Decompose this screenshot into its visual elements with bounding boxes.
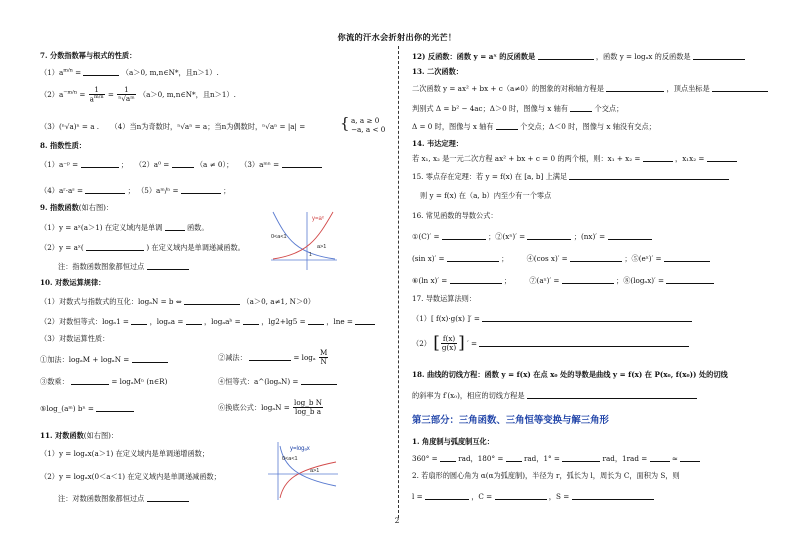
s8-row-2: （4）aʳ·aˢ = ； （5）aᵐ/ⁿ = ； [40, 186, 231, 195]
answer-blank[interactable] [562, 454, 600, 462]
answer-blank[interactable] [308, 317, 324, 325]
answer-blank[interactable] [181, 186, 221, 194]
curve-decreasing [280, 446, 336, 486]
section-16-title: 16. 常见函数的导数公式： [412, 211, 498, 220]
answer-blank[interactable] [249, 353, 291, 361]
section-18: 18. 曲线的切线方程：函数 y = f(x) 在点 x₀ 处的导数是曲线 y = f(x) 在 P(x₀, f(x₀)) 处的切线 [412, 370, 728, 379]
answer-blank[interactable] [707, 154, 737, 162]
s15-tail: 则 y = f(x) 在（a, b）内至少有一个零点 [420, 191, 552, 200]
s13-item-3: Δ = 0 时，图像与 x 轴有 个交点；Δ＜0 时，图像与 x 轴没有交点； [412, 122, 656, 131]
answer-blank[interactable] [447, 254, 499, 262]
answer-blank[interactable] [562, 276, 614, 284]
answer-blank[interactable] [450, 276, 502, 284]
trig-1-row: 360° = rad，180° = rad，1° = rad，1rad = ≈ [412, 454, 700, 463]
section-8-title: 8. 指数性质： [40, 141, 86, 150]
answer-blank[interactable] [482, 314, 692, 322]
answer-blank[interactable] [172, 160, 194, 168]
answer-blank[interactable] [83, 68, 119, 76]
answer-blank[interactable] [96, 404, 134, 412]
answer-blank[interactable] [71, 377, 109, 385]
answer-blank[interactable] [495, 492, 547, 500]
s10-pow: ⑤log_(aᵐ) bⁿ = [40, 404, 134, 413]
section-10-title: 10. 对数运算规律： [40, 278, 106, 287]
answer-blank[interactable] [442, 232, 486, 240]
answer-blank[interactable] [608, 232, 652, 240]
answer-blank[interactable] [680, 454, 700, 462]
answer-blank[interactable] [538, 52, 594, 60]
section-7-title: 7. 分数指数幂与根式的性质： [40, 51, 137, 60]
s16-row-3: ⑥(ln x)′ = ； ⑦(aˣ)′ = ；⑧(logₐx)′ = [412, 276, 714, 285]
answer-blank[interactable] [527, 391, 697, 399]
answer-blank[interactable] [650, 454, 670, 462]
page-title: 你流的汗水会折射出你的光芒！ [337, 32, 457, 42]
section-14-title: 14. 韦达定理： [412, 139, 463, 148]
answer-blank[interactable] [132, 355, 168, 363]
answer-blank[interactable] [693, 52, 745, 60]
s11-item-2: （2）y = logₐx(0＜a＜1) 在定义域内是单调递减函数； [40, 472, 221, 481]
section-11-title: 11. 对数函数(如右图)： [40, 431, 119, 440]
column-divider [398, 46, 399, 518]
section-13-title: 13. 二次函数： [412, 67, 463, 76]
answer-blank[interactable] [86, 243, 144, 251]
graph-label-one: 1 [309, 252, 312, 258]
s14-item-1: 若 x₁, x₂ 是一元二次方程 ax² + bx + c = 0 的两个根，则：x₁ + x₂ = ，x₁x₂ = [412, 154, 737, 163]
answer-blank[interactable] [186, 317, 202, 325]
answer-blank[interactable] [131, 317, 147, 325]
s11-note: 注：对数函数图象都恒过点 [58, 494, 189, 503]
trig-2-row: 2. 若扇形的圆心角为 α(α为弧度制)，半径为 r，弧长为 l，周长为 C，面积为 S，则 [412, 471, 680, 480]
s18-tail: 的斜率为 f′(x₀)，相应的切线方程是 [412, 391, 697, 400]
s7-cases: { a, a ≥ 0 −a, a < 0 [340, 114, 386, 134]
s9-item-1: （1）y = aˣ(a＞1) 在定义域内是单调 函数。 [40, 223, 209, 232]
answer-blank[interactable] [664, 254, 710, 262]
section-17-title: 17. 导数运算法则： [412, 294, 477, 303]
s10-item-3: （3）对数运算性质： [40, 334, 110, 343]
graph-label-y: y=logₐx [290, 446, 310, 452]
answer-blank[interactable] [81, 160, 119, 168]
answer-blank[interactable] [572, 492, 654, 500]
s13-item-1: 二次函数 y = ax² + bx + c（a≠0）的图象的对称轴方程是 ，顶点坐标是 [412, 84, 768, 93]
graph-label-lt1: 0<a<1 [271, 234, 287, 240]
curve-increasing [280, 462, 336, 498]
part-3-title: 第三部分：三角函数、三角恒等变换与解三角形 [412, 415, 609, 426]
answer-blank[interactable] [643, 154, 673, 162]
s8-row-1: （1）a⁻ᵖ = ； （2）a⁰ = （a ≠ 0）； （3）aᵐⁿ = [40, 160, 322, 169]
s7-item-2: $(2)a^{-m/n}$ = $\frac{1}{a^{m/n}}$ = $\frac{1}{\text{ⁿ√aᵐ}}$ （a＞0, m,n∈N*，且n＞1）. [40, 85, 236, 104]
s7-item-1: $(1)a^{m/n} = (a>0$, m,n∈N*，且n＞1）. [40, 67, 219, 77]
answer-blank[interactable] [425, 492, 469, 500]
section-9-title: 9. 指数函数(如右图)： [40, 203, 114, 212]
answer-blank[interactable] [165, 223, 185, 231]
logarithm-graph [266, 440, 340, 502]
answer-blank[interactable] [184, 297, 240, 305]
page-number: 2 [394, 516, 400, 525]
answer-blank[interactable] [355, 317, 375, 325]
s10-iden: ④恒等式：a^(logₐN) = [218, 377, 337, 386]
graph-label-y: y=aˣ [312, 216, 324, 222]
answer-blank[interactable] [496, 122, 518, 130]
answer-blank[interactable] [440, 454, 456, 462]
answer-blank[interactable] [282, 160, 322, 168]
answer-blank[interactable] [527, 232, 571, 240]
s10-item-2: （2）对数恒等式：logₐ1 = ，logₐa = ，logₐaᵇ = ，lg2+lg5 = ，lne = [40, 317, 375, 326]
answer-blank[interactable] [666, 276, 714, 284]
trig-2-answers: l = ，C = ，S = [412, 492, 654, 501]
s16-row-1: ①(C)′ = ；②(xⁿ)′ = ；(nx)′ = [412, 232, 652, 241]
s7-item-3: （3）(ⁿ√a)ⁿ = a . （4）当n为奇数时，ⁿ√aⁿ = a；当n为偶数时，ⁿ√aⁿ = |a| = [40, 122, 306, 131]
s10-item-1: （1）对数式与指数式的互化：logₐN = b ⇔ （a＞0, a≠1, N＞0） [40, 297, 315, 306]
answer-blank[interactable] [243, 317, 259, 325]
s10-mul: ③数乘： = logₐMⁿ (n∈R) [40, 377, 168, 386]
answer-blank[interactable] [569, 172, 729, 180]
answer-blank[interactable] [570, 254, 622, 262]
graph-label-gt1: a>1 [310, 468, 320, 474]
s17-item-1: （1）[ f(x)·g(x) ]′ = [412, 314, 692, 323]
s15-zero-theorem: 15. 零点存在定理：若 y = f(x) 在 [a, b] 上满足 [412, 172, 729, 181]
answer-blank[interactable] [712, 84, 768, 92]
s9-item-2: （2）y = aˣ( ) 在定义域内是单调递减函数。 [40, 243, 245, 252]
s13-item-2: 判别式 Δ = b² − 4ac；Δ＞0 时，图像与 x 轴有 个交点； [412, 104, 624, 113]
answer-blank[interactable] [147, 494, 189, 502]
answer-blank[interactable] [570, 104, 592, 112]
answer-blank[interactable] [301, 377, 337, 385]
s10-base: ⑥换底公式：logₐN = $\frac{\text{log\_b N}}{\text{log\_b a}}$ [218, 398, 323, 417]
s10-add: ①加法：logₐM + logₐN = [40, 355, 168, 364]
s9-note: 注：指数函数图象都恒过点 [58, 262, 189, 271]
s12-inverse: 12) 反函数：函数 y = aˣ 的反函数是 ，函数 y = logₐx 的反函数是 [412, 52, 745, 61]
s11-item-1: （1）y = logₐx(a＞1) 在定义域内是单调递增函数； [40, 449, 210, 458]
s10-sub: ②减法： = logₐ $\frac{M}{N}$ [218, 348, 328, 367]
answer-blank[interactable] [85, 186, 125, 194]
exponential-graph [267, 210, 339, 272]
s17-item-2: （2） [ $\frac{f(x)}{g(x)}$ ] ′ = [412, 334, 689, 354]
answer-blank[interactable] [479, 339, 689, 347]
answer-blank[interactable] [147, 262, 189, 270]
trig-1-title: 1. 角度制与弧度制互化： [412, 437, 494, 446]
s16-row-2: (sin x)′ = ； ④(cos x)′ = ；⑤(eˣ)′ = [412, 254, 710, 263]
graph-label-lt1: 0<a<1 [282, 456, 298, 462]
graph-label-gt1: a>1 [317, 244, 327, 250]
answer-blank[interactable] [506, 454, 522, 462]
answer-blank[interactable] [606, 84, 664, 92]
